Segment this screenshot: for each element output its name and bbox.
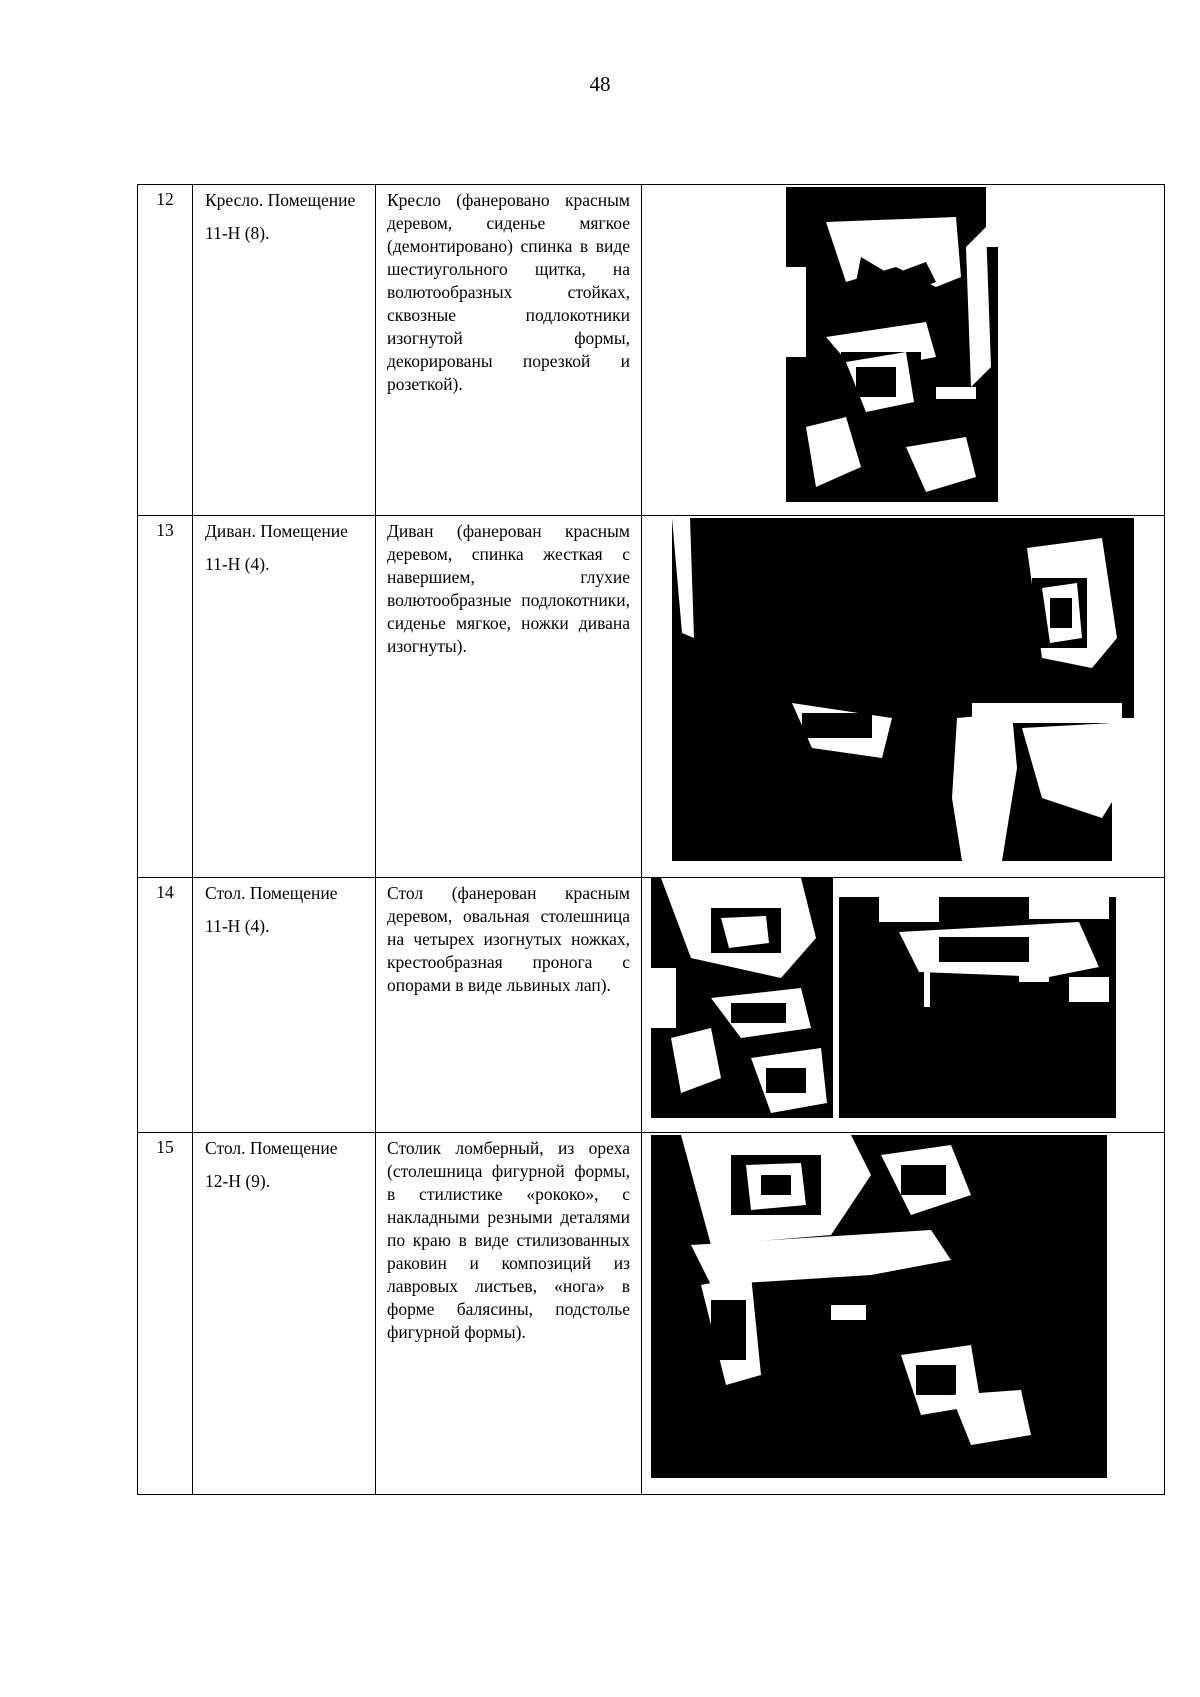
item-name-cell bbox=[193, 1133, 376, 1495]
table-row bbox=[138, 878, 1165, 1133]
room-code: 11-Н (4). bbox=[205, 916, 270, 936]
photo-cell bbox=[642, 185, 1165, 516]
item-number: 14 bbox=[138, 878, 193, 1133]
item-name-cell bbox=[193, 185, 376, 516]
item-description: Кресло (фанеровано красным деревом, сиденье мягкое (демонтировано) спинка в виде шестиугольного щитка, на волютообразных стойках, сквозные подлокотники изогнутой формы, декорированы порезкой и розеткой). bbox=[376, 185, 642, 516]
table-row bbox=[138, 1133, 1165, 1495]
room-code: 11-Н (8). bbox=[205, 223, 270, 243]
item-name: Стол. Помещение bbox=[205, 1138, 338, 1158]
item-number: 12 bbox=[138, 185, 193, 516]
table-row bbox=[138, 516, 1165, 878]
item-description: Стол (фанерован красным деревом, овальная столешница на четырех изогнутых ножках, крестообразная пронога с опорами в виде львиных лап). bbox=[376, 878, 642, 1133]
furniture-catalog-table bbox=[137, 184, 1165, 1495]
item-description: Диван (фанерован красным деревом, спинка жесткая с навершием, глухие волютообразные подлокотники, сиденье мягкое, ножки дивана изогнуты). bbox=[376, 516, 642, 878]
item-name: Кресло. Помещение bbox=[205, 190, 356, 210]
card-table-photo bbox=[651, 1135, 1107, 1478]
photo-cell bbox=[642, 516, 1165, 878]
photo-cell bbox=[642, 1133, 1165, 1495]
item-number: 13 bbox=[138, 516, 193, 878]
item-description: Столик ломберный, из ореха (столешница фигурной формы, в стилистике «рококо», с накладными резными деталями по краю в виде стилизованных раковин и композиций из лавровых листьев, «нога» в форме балясины, подстолье фигурной формы). bbox=[376, 1133, 642, 1495]
table-row bbox=[138, 185, 1165, 516]
table-photo-left bbox=[651, 878, 833, 1118]
item-number: 15 bbox=[138, 1133, 193, 1495]
item-name: Стол. Помещение bbox=[205, 883, 338, 903]
item-name-cell bbox=[193, 878, 376, 1133]
photo-cell bbox=[642, 878, 1165, 1133]
item-name-cell bbox=[193, 516, 376, 878]
item-name: Диван. Помещение bbox=[205, 521, 348, 541]
room-code: 11-Н (4). bbox=[205, 554, 270, 574]
page-number: 48 bbox=[589, 72, 611, 96]
armchair-photo bbox=[786, 187, 1022, 502]
room-code: 12-Н (9). bbox=[205, 1171, 271, 1191]
sofa-photo bbox=[672, 518, 1134, 861]
table-photo-right bbox=[839, 897, 1116, 1118]
